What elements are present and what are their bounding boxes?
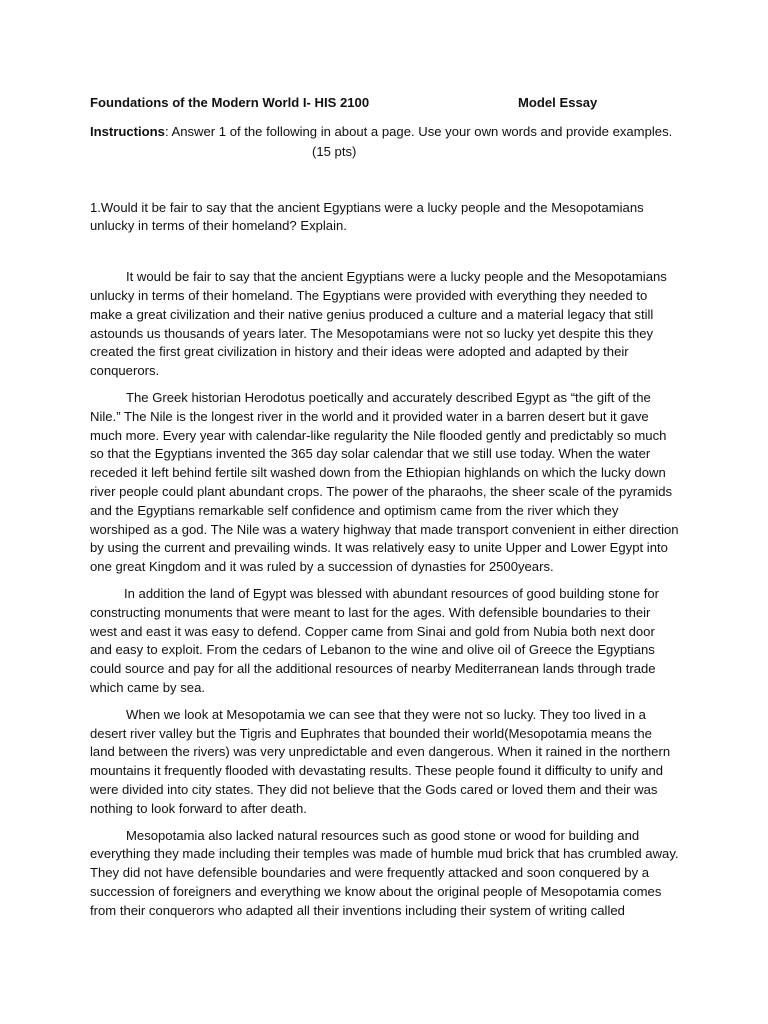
document-header [90,94,680,113]
instructions [90,123,680,142]
document-content [90,94,680,928]
essay-paragraph: When we look at Mesopotamia we can see that they were not so lucky. They too lived in a desert river valley but the Tigris and Euphrates that bounded their world(Mesopotamia means the land between the rivers) was very unpredictable and even dangerous. When it rained in the northern mountains it frequently flooded with devastating results. These people found it difficulty to unify and were divided into city states. They did not believe that the Gods cared or loved them and their was nothing to look forward to after death. [90,706,671,816]
essay-paragraph: It would be fair to say that the ancient Egyptians were a lucky people and the Mesopotamians unlucky in terms of their homeland. The Egyptians were provided with everything they needed to make a great civilization and their native genius produced a culture and a material legacy that still astounds us thousands of years later. The Mesopotamians were not so lucky yet despite this they created the first great civilization in history and their ideas were adopted and adapted by their conquerors. [90,269,667,379]
points-value: (15 pts) [312,143,357,159]
essay-question: 1.Would it be fair to say that the ancient Egyptians were a lucky people and the Mesopotamians unlucky in terms of their homeland? Explain. [90,199,644,234]
essay-paragraph: In addition the land of Egypt was blessed with abundant resources of good building stone for constructing monuments that were meant to last for the ages. With defensible boundaries to their west and east it was easy to defend. Copper came from Sinai and gold from Nubia both next door and easy to exploit. From the cedars of Lebanon to the wine and olive oil of Greece the Egyptians could source and pay for all the additional resources of nearby Mediterranean lands through trade which came by sea. [90,585,660,695]
essay-paragraph: Mesopotamia also lacked natural resources such as good stone or wood for building and everything they made including their temples was made of humble mud brick that has crumbled away. They did not have defensible boundaries and were frequently attacked and soon conquered by a succession of foreigners and everything we know about the original people of Mesopotamia comes from their conquerors who adapted all their inventions including their system of writing called [90,827,679,918]
course-title: Foundations of the Modern World I- HIS 2100 [90,95,370,110]
essay-type-label: Model Essay [518,95,598,110]
essay-paragraph: The Greek historian Herodotus poetically and accurately described Egypt as “the gift of the Nile.” The Nile is the longest river in the world and it provided water in a barren desert but it gave much more. Every year with calendar-like regularity the Nile flooded gently and predictably so much so that the Egyptians invented the 365 day solar calendar that we still use today. When the water receded it left behind fertile silt washed down from the Ethiopian highlands on which the lucky down river people could plant abundant crops. The power of the pharaohs, the sheer scale of the pyramids and the Egyptians remarkable self confidence and optimism came from the river which they worshiped as a god. The Nile was a watery highway that made transport convenient in either direction by using the current and prevailing winds. It was relatively easy to unite Upper and Lower Egypt into one great Kingdom and it was ruled by a succession of dynasties for 2500years. [90,389,679,575]
instructions-text: : Answer 1 of the following in about a page. Use your own words and provide examples. [164,124,673,139]
instructions-label: Instructions [90,124,165,139]
